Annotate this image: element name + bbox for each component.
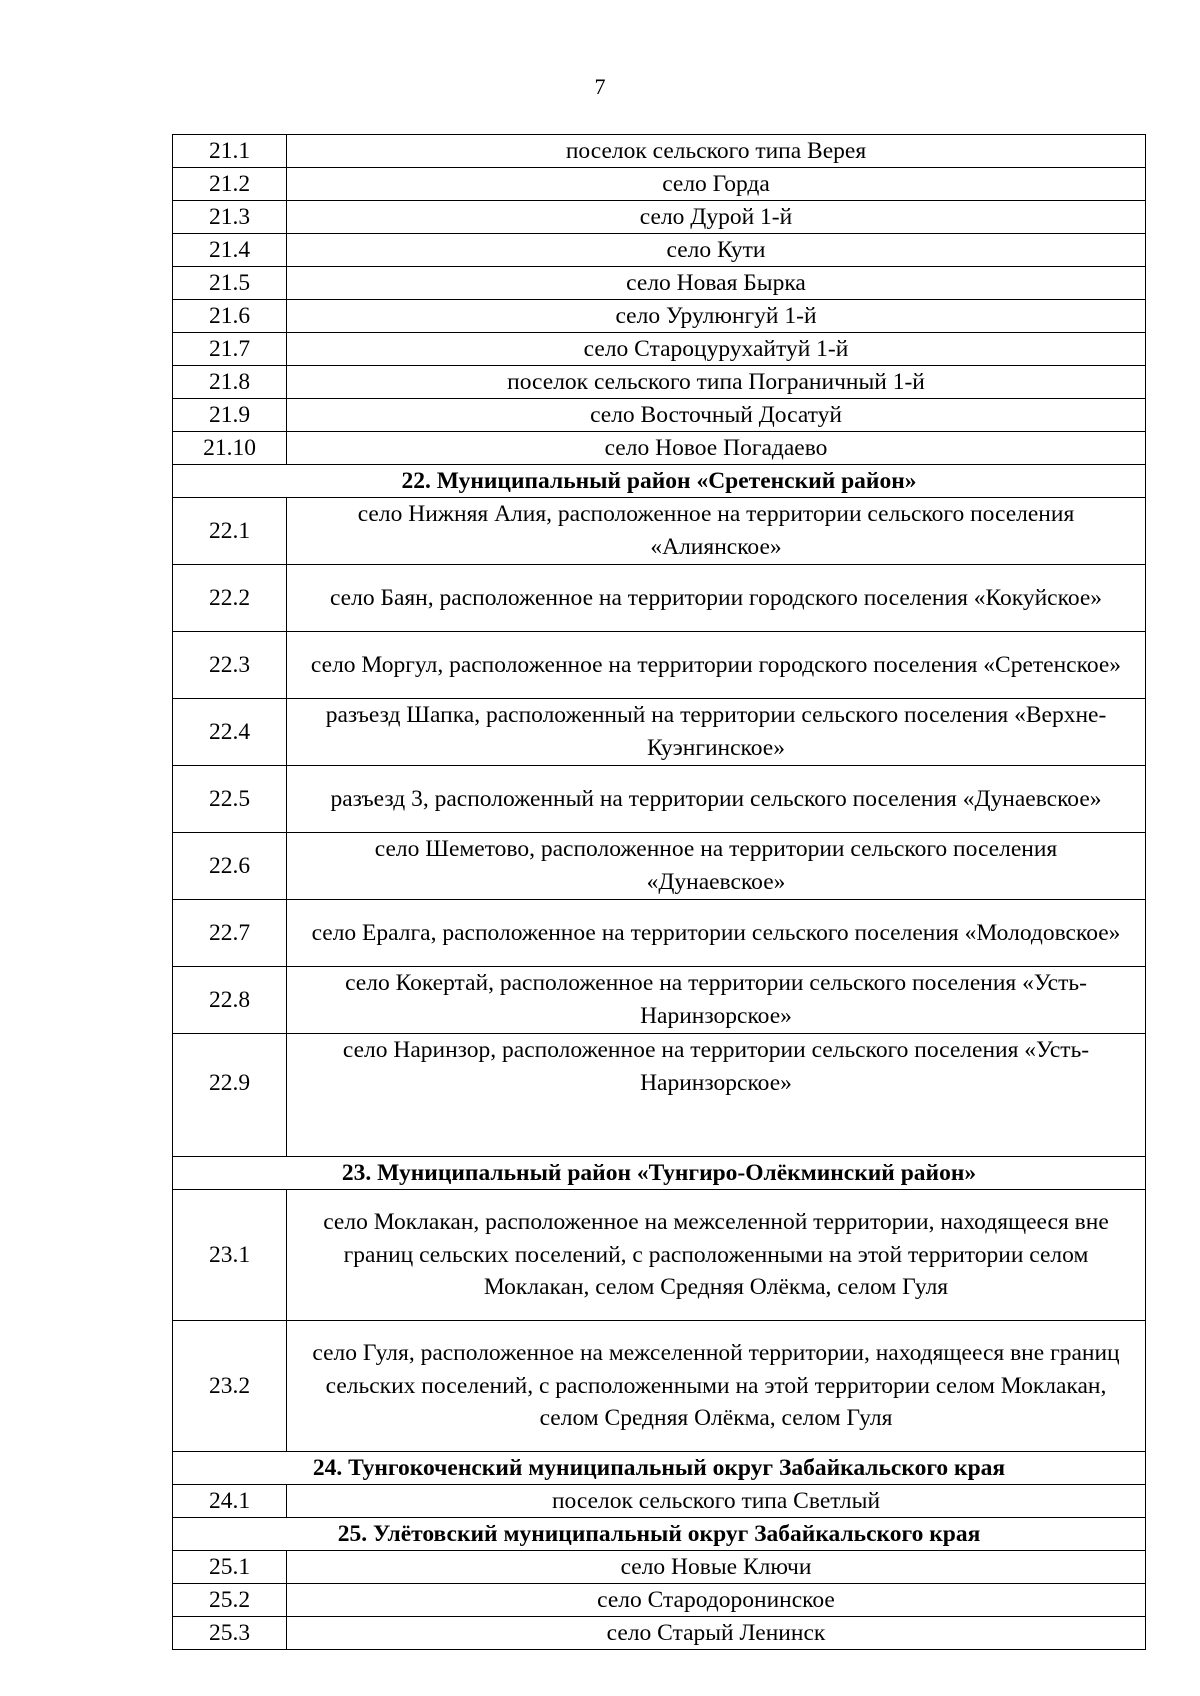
table-row xyxy=(173,135,1146,168)
row-number-cell: 22.6 xyxy=(173,833,287,900)
settlement-name-cell xyxy=(287,300,1146,333)
settlement-name-cell xyxy=(287,699,1146,766)
settlement-name-text: село Моргул, расположенное на территории городского поселения «Сретенское» xyxy=(310,651,1122,678)
settlement-name-text: село Старый Ленинск xyxy=(606,1620,826,1646)
settlement-name-text: село Баян, расположенное на территории городского поселения «Кокуйское» xyxy=(329,584,1103,611)
row-number-cell: 21.7 xyxy=(173,333,287,366)
table-row xyxy=(173,900,1146,967)
table-row xyxy=(173,699,1146,766)
table-row xyxy=(173,766,1146,833)
row-number-cell: 21.10 xyxy=(173,432,287,465)
settlement-name-cell xyxy=(287,366,1146,399)
row-number-cell: 22.7 xyxy=(173,900,287,967)
table-row xyxy=(173,234,1146,267)
section-title: 25. Улётовский муниципальный округ Забайкальского края xyxy=(173,1518,1146,1551)
settlement-name-text: село Нижняя Алия, расположенное на территории сельского поселения «Алиянское» xyxy=(357,501,1075,560)
settlement-name-text: село Стародоронинское xyxy=(597,1587,835,1613)
table-row xyxy=(173,1485,1146,1518)
section-header-row xyxy=(173,465,1146,498)
table-row xyxy=(173,267,1146,300)
settlement-name-cell xyxy=(287,135,1146,168)
row-number-cell: 23.2 xyxy=(173,1321,287,1452)
settlement-name-cell xyxy=(287,432,1146,465)
table-row xyxy=(173,201,1146,234)
table-row xyxy=(173,967,1146,1034)
settlements-table xyxy=(172,134,1146,1650)
settlement-name-cell xyxy=(287,399,1146,432)
table-row xyxy=(173,632,1146,699)
section-header-row xyxy=(173,1157,1146,1190)
settlement-name-cell xyxy=(287,333,1146,366)
settlement-name-cell xyxy=(287,267,1146,300)
settlement-name-cell xyxy=(287,1034,1146,1157)
settlement-name-text: село Гуля, расположенное на межселенной территории, находящееся вне границ сельских поселений, с расположенными на этой территории селом Моклакан, селом Средняя Олёкма, селом Гуля xyxy=(312,1340,1120,1432)
table-row xyxy=(173,498,1146,565)
settlement-name-text: поселок сельского типа Светлый xyxy=(551,1488,881,1514)
settlement-name-cell xyxy=(287,632,1146,699)
section-header-row xyxy=(173,1518,1146,1551)
table-row xyxy=(173,168,1146,201)
settlement-name-text: село Горда xyxy=(662,171,770,197)
row-number-cell: 21.3 xyxy=(173,201,287,234)
row-number-cell: 22.1 xyxy=(173,498,287,565)
table-row xyxy=(173,1034,1146,1157)
row-number-cell: 21.8 xyxy=(173,366,287,399)
row-number-cell: 21.5 xyxy=(173,267,287,300)
row-number-cell: 22.5 xyxy=(173,766,287,833)
table-row xyxy=(173,1617,1146,1650)
settlement-name-cell xyxy=(287,1321,1146,1452)
table-row xyxy=(173,333,1146,366)
settlement-name-cell xyxy=(287,201,1146,234)
row-number-cell: 25.3 xyxy=(173,1617,287,1650)
row-number-cell: 24.1 xyxy=(173,1485,287,1518)
page-number: 7 xyxy=(594,74,606,99)
row-number-cell: 21.2 xyxy=(173,168,287,201)
settlement-name-text: разъезд 3, расположенный на территории сельского поселения «Дунаевское» xyxy=(330,785,1102,812)
table-row xyxy=(173,300,1146,333)
row-number-cell: 25.2 xyxy=(173,1584,287,1617)
row-number-cell: 22.8 xyxy=(173,967,287,1034)
row-number-cell: 22.3 xyxy=(173,632,287,699)
settlement-name-cell xyxy=(287,1617,1146,1650)
settlement-name-cell xyxy=(287,1190,1146,1321)
settlement-name-text: село Кокертай, расположенное на территории сельского поселения «Усть-Наринзорское» xyxy=(345,970,1087,1029)
settlement-name-text: село Наринзор, расположенное на территории сельского поселения «Усть-Наринзорское» xyxy=(342,1037,1090,1096)
table-row xyxy=(173,432,1146,465)
table-row xyxy=(173,565,1146,632)
settlement-name-text: село Ералга, расположенное на территории сельского поселения «Молодовское» xyxy=(311,919,1121,946)
settlements-table-body xyxy=(173,135,1146,1650)
table-row xyxy=(173,1190,1146,1321)
table-row xyxy=(173,833,1146,900)
row-number-cell: 23.1 xyxy=(173,1190,287,1321)
section-title: 23. Муниципальный район «Тунгиро-Олёкминский район» xyxy=(173,1157,1146,1190)
settlement-name-text: село Дурой 1-й xyxy=(639,204,793,230)
section-title: 24. Тунгокоченский муниципальный округ Забайкальского края xyxy=(173,1452,1146,1485)
row-number-cell: 22.9 xyxy=(173,1034,287,1157)
row-number-cell: 22.2 xyxy=(173,565,287,632)
table-row xyxy=(173,1584,1146,1617)
row-number-cell: 21.1 xyxy=(173,135,287,168)
settlement-name-cell xyxy=(287,967,1146,1034)
settlement-name-text: поселок сельского типа Пограничный 1-й xyxy=(507,369,925,395)
settlement-name-cell xyxy=(287,900,1146,967)
settlement-name-text: село Новые Ключи xyxy=(620,1554,812,1580)
section-header-row xyxy=(173,1452,1146,1485)
settlement-name-text: село Кути xyxy=(666,237,766,263)
settlement-name-text: поселок сельского типа Верея xyxy=(565,138,867,164)
settlement-name-text: село Восточный Досатуй xyxy=(590,402,842,428)
settlement-name-cell xyxy=(287,234,1146,267)
settlement-name-cell xyxy=(287,168,1146,201)
table-row xyxy=(173,1321,1146,1452)
settlement-name-text: село Староцурухайтуй 1-й xyxy=(583,336,849,362)
table-row xyxy=(173,1551,1146,1584)
settlement-name-text: село Урулюнгуй 1-й xyxy=(615,303,817,329)
settlement-name-text: разъезд Шапка, расположенный на территории сельского поселения «Верхне-Куэнгинское» xyxy=(325,702,1107,761)
section-title: 22. Муниципальный район «Сретенский район» xyxy=(173,465,1146,498)
settlement-name-text: село Новое Погадаево xyxy=(604,435,828,461)
settlement-name-text: село Новая Бырка xyxy=(626,270,806,296)
settlement-name-text: село Шеметово, расположенное на территории сельского поселения «Дунаевское» xyxy=(374,836,1058,895)
settlement-name-cell xyxy=(287,1485,1146,1518)
table-row xyxy=(173,399,1146,432)
settlement-name-cell xyxy=(287,833,1146,900)
row-number-cell: 25.1 xyxy=(173,1551,287,1584)
settlement-name-text: село Моклакан, расположенное на межселенной территории, находящееся вне границ сельских поселений, с расположенными на этой территории селом Моклакан, селом Средняя Олёкма, селом Гуля xyxy=(323,1209,1109,1301)
settlement-name-cell xyxy=(287,565,1146,632)
settlement-name-cell xyxy=(287,1584,1146,1617)
table-row xyxy=(173,366,1146,399)
row-number-cell: 22.4 xyxy=(173,699,287,766)
row-number-cell: 21.9 xyxy=(173,399,287,432)
settlement-name-cell xyxy=(287,766,1146,833)
row-number-cell: 21.6 xyxy=(173,300,287,333)
settlement-name-cell xyxy=(287,1551,1146,1584)
row-number-cell: 21.4 xyxy=(173,234,287,267)
settlement-name-cell xyxy=(287,498,1146,565)
